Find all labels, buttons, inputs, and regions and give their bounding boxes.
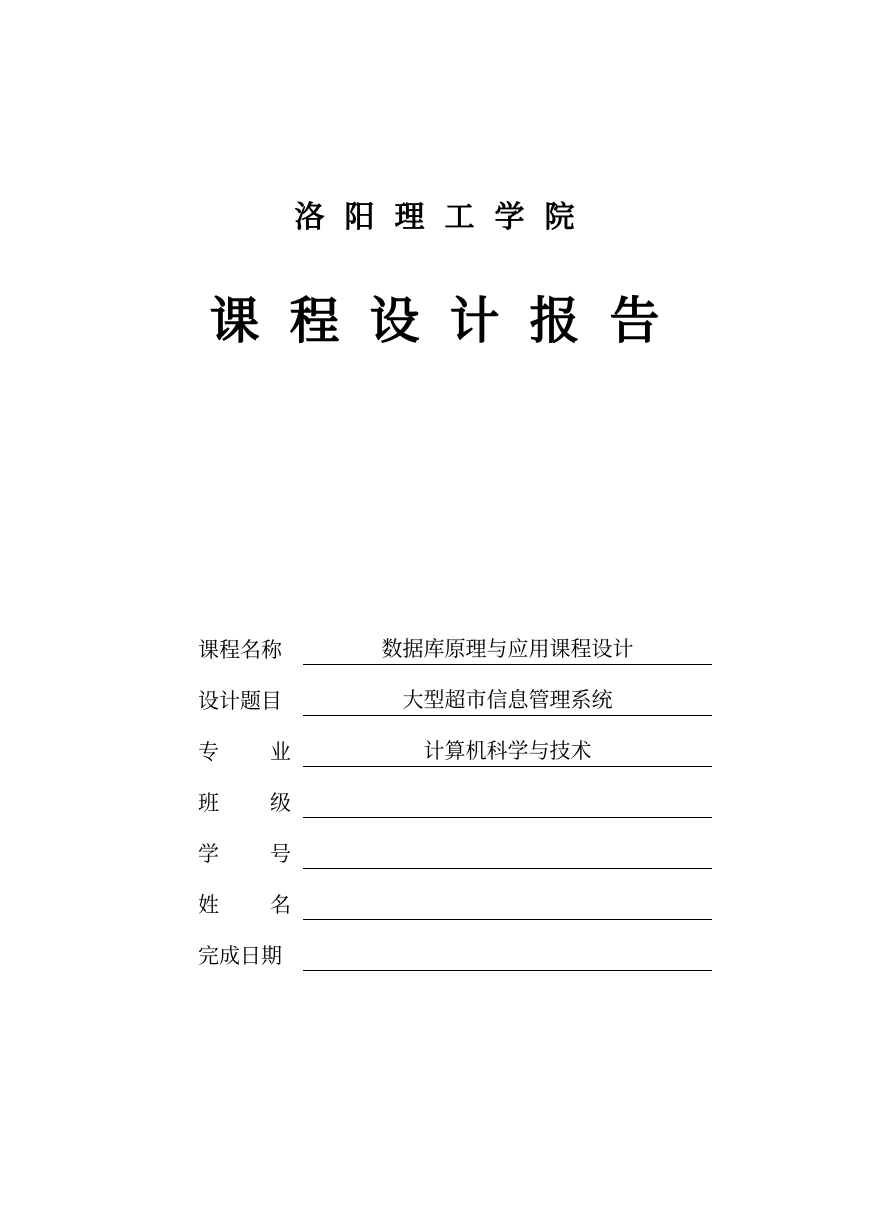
- design-topic-field: 大型超市信息管理系统: [303, 685, 712, 716]
- completion-date-label: 完成日期: [198, 944, 282, 968]
- name-field: [303, 889, 712, 920]
- class-label-char-1: 班: [198, 791, 219, 815]
- report-title: 课程设计报告: [209, 292, 690, 350]
- course-name-row: [198, 618, 712, 669]
- name-row: [198, 873, 712, 924]
- design-topic-row: [198, 669, 712, 720]
- completion-date-field: [303, 940, 712, 971]
- course-name-field: 数据库原理与应用课程设计: [303, 634, 712, 665]
- major-label-char-1: 专: [198, 740, 219, 764]
- student-id-row: [198, 822, 712, 873]
- class-field: [303, 787, 712, 818]
- completion-date-row: [198, 924, 712, 975]
- student-id-label-char-2: 号: [270, 842, 291, 866]
- design-topic-label: 设计题目: [198, 689, 282, 713]
- institution-name: 洛阳理工学院: [294, 200, 595, 235]
- student-id-label-char-1: 学: [198, 842, 219, 866]
- class-label-char-2: 级: [270, 791, 291, 815]
- cover-info-form: [198, 618, 712, 975]
- class-row: [198, 771, 712, 822]
- major-field: 计算机科学与技术: [303, 736, 712, 767]
- major-label: [198, 737, 291, 771]
- student-id-label: [198, 839, 291, 873]
- name-label: [198, 890, 291, 924]
- course-name-label: 课程名称: [198, 638, 282, 662]
- class-label: [198, 788, 291, 822]
- major-row: [198, 720, 712, 771]
- major-label-char-2: 业: [270, 740, 291, 764]
- name-label-char-2: 名: [270, 893, 291, 917]
- name-label-char-1: 姓: [198, 893, 219, 917]
- student-id-field: [303, 838, 712, 869]
